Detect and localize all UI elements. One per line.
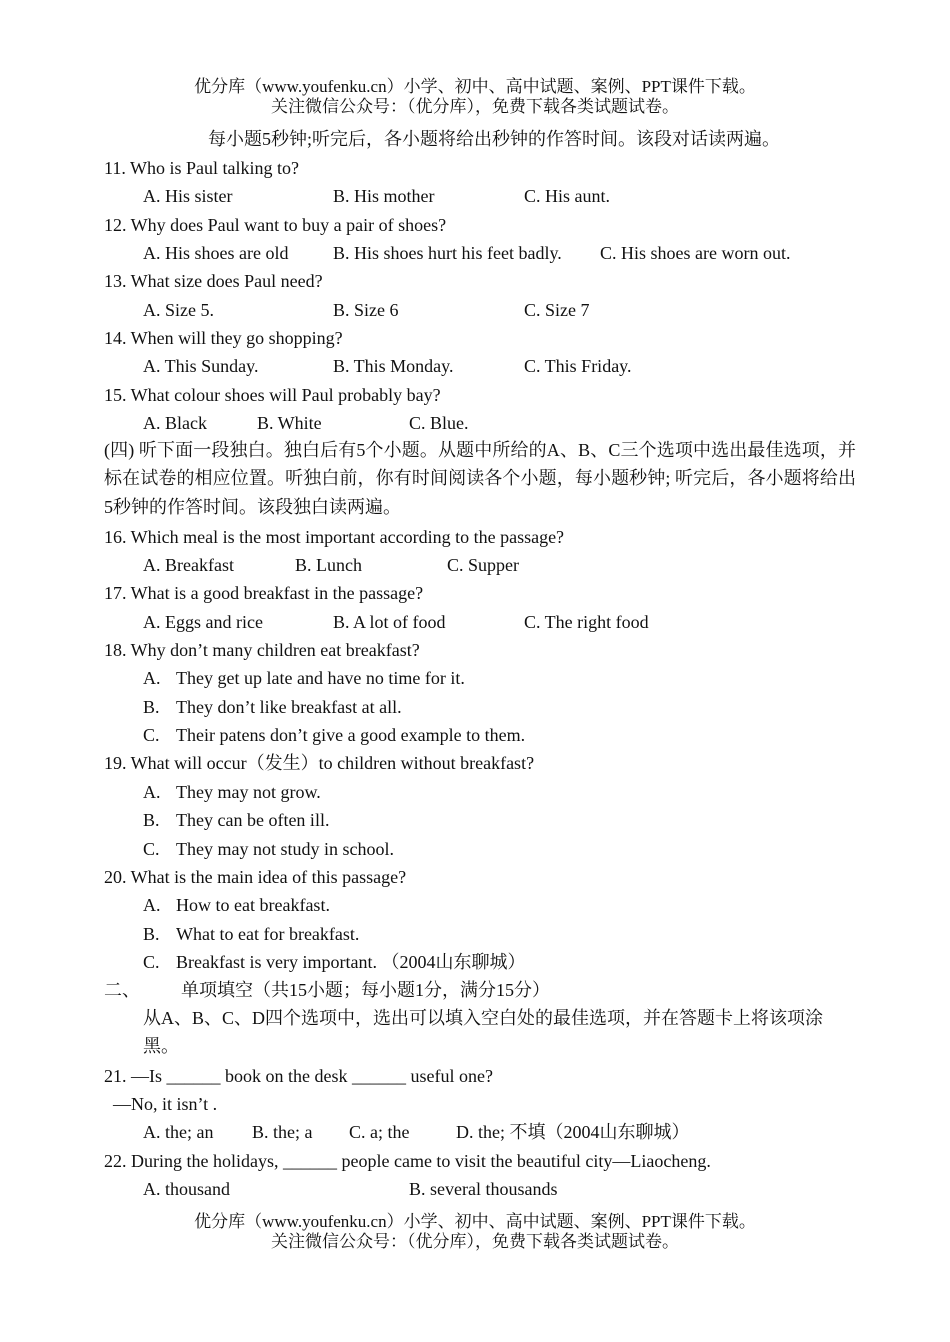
listening-intro: 每小题5秒钟;听完后，各小题将给出秒钟的作答时间。该段对话读两遍。 bbox=[208, 129, 780, 149]
question-22-stem: 22. During the holidays, ______ people came to visit the beautiful city—Liaocheng. bbox=[104, 1151, 711, 1171]
question-22-option-a: A. thousand bbox=[143, 1179, 230, 1199]
question-19-option-a-text: They may not grow. bbox=[176, 782, 321, 802]
question-18-option-b-label: B. bbox=[143, 697, 160, 717]
question-19-option-b-text: They can be often ill. bbox=[176, 810, 330, 830]
part-2-instructions: 从A、B、C、D四个选项中，选出可以填入空白处的最佳选项，并在答题卡上将该项涂黑。 bbox=[143, 1008, 824, 1057]
question-14-option-b: B. This Monday. bbox=[333, 356, 454, 376]
question-19-stem: 19. What will occur（发生）to children without breakfast? bbox=[104, 753, 535, 773]
question-11-option-c: C. His aunt. bbox=[524, 186, 611, 206]
question-21-option-b: B. the; a bbox=[252, 1122, 313, 1142]
question-18-option-a-label: A. bbox=[143, 668, 161, 688]
footer-line-1: 优分库（www.youfenku.cn）小学、初中、高中试题、案例、PPT课件下载。 bbox=[194, 1212, 756, 1231]
question-17-option-b: B. A lot of food bbox=[333, 612, 446, 632]
footer-line-2: 关注微信公众号：（优分库），免费下载各类试题试卷。 bbox=[271, 1232, 679, 1251]
question-20-option-b-text: What to eat for breakfast. bbox=[176, 924, 360, 944]
question-15-option-b: B. White bbox=[257, 413, 322, 433]
question-19-option-b-label: B. bbox=[143, 810, 160, 830]
question-11-option-b: B. His mother bbox=[333, 186, 435, 206]
question-14-stem: 14. When will they go shopping? bbox=[104, 328, 343, 348]
question-18-option-a-text: They get up late and have no time for it. bbox=[176, 668, 465, 688]
question-15-stem: 15. What colour shoes will Paul probably bay? bbox=[104, 385, 441, 405]
question-11-option-a: A. His sister bbox=[143, 186, 233, 206]
question-20-stem: 20. What is the main idea of this passage? bbox=[104, 867, 407, 887]
question-20-option-a-label: A. bbox=[143, 895, 161, 915]
question-16-stem: 16. Which meal is the most important according to the passage? bbox=[104, 527, 565, 547]
question-18-option-b-text: They don’t like breakfast at all. bbox=[176, 697, 402, 717]
question-20-option-c-text: Breakfast is very important. （2004山东聊城） bbox=[176, 952, 526, 972]
header-line-2: 关注微信公众号：（优分库），免费下载各类试题试卷。 bbox=[271, 97, 679, 116]
question-17-option-c: C. The right food bbox=[524, 612, 649, 632]
question-21-option-c: C. a; the bbox=[349, 1122, 410, 1142]
question-12-option-c: C. His shoes are worn out. bbox=[600, 243, 791, 263]
question-21-reply: —No, it isn’t . bbox=[113, 1094, 218, 1114]
question-20-option-a-text: How to eat breakfast. bbox=[176, 895, 330, 915]
question-17-stem: 17. What is a good breakfast in the passage? bbox=[104, 583, 424, 603]
question-13-option-c: C. Size 7 bbox=[524, 300, 590, 320]
question-16-option-b: B. Lunch bbox=[295, 555, 362, 575]
question-18-option-c-text: Their patens don’t give a good example to them. bbox=[176, 725, 526, 745]
part-2-number: 二、 bbox=[104, 980, 140, 1000]
question-20-option-c-label: C. bbox=[143, 952, 160, 972]
question-14-option-c: C. This Friday. bbox=[524, 356, 632, 376]
question-12-stem: 12. Why does Paul want to buy a pair of shoes? bbox=[104, 215, 447, 235]
question-15-option-c: C. Blue. bbox=[409, 413, 469, 433]
question-12-option-b: B. His shoes hurt his feet badly. bbox=[333, 243, 562, 263]
question-20-option-b-label: B. bbox=[143, 924, 160, 944]
question-22-option-b: B. several thousands bbox=[409, 1179, 558, 1199]
part-2-title: 单项填空（共15小题；每小题1分，满分15分） bbox=[181, 980, 550, 1000]
question-21-stem: 21. —Is ______ book on the desk ______ useful one? bbox=[104, 1066, 493, 1086]
header-line-1: 优分库（www.youfenku.cn）小学、初中、高中试题、案例、PPT课件下载。 bbox=[194, 77, 756, 96]
question-21-option-a: A. the; an bbox=[143, 1122, 214, 1142]
question-19-option-c-label: C. bbox=[143, 839, 160, 859]
question-11-stem: 11. Who is Paul talking to? bbox=[104, 158, 299, 178]
question-12-option-a: A. His shoes are old bbox=[143, 243, 289, 263]
question-16-option-a: A. Breakfast bbox=[143, 555, 234, 575]
question-13-option-a: A. Size 5. bbox=[143, 300, 214, 320]
question-13-option-b: B. Size 6 bbox=[333, 300, 399, 320]
question-18-stem: 18. Why don’t many children eat breakfast? bbox=[104, 640, 420, 660]
question-17-option-a: A. Eggs and rice bbox=[143, 612, 263, 632]
question-13-stem: 13. What size does Paul need? bbox=[104, 271, 323, 291]
question-14-option-a: A. This Sunday. bbox=[143, 356, 259, 376]
question-18-option-c-label: C. bbox=[143, 725, 160, 745]
question-15-option-a: A. Black bbox=[143, 413, 207, 433]
question-21-option-d: D. the; 不填（2004山东聊城） bbox=[456, 1122, 690, 1142]
question-19-option-c-text: They may not study in school. bbox=[176, 839, 394, 859]
question-19-option-a-label: A. bbox=[143, 782, 161, 802]
question-16-option-c: C. Supper bbox=[447, 555, 519, 575]
section-4-instructions: (四) 听下面一段独白。独白后有5个小题。从题中所给的A、B、C三个选项中选出最佳选项，并标在试卷的相应位置。听独白前，你有时间阅读各个小题，每小题秒钟; 听完后，各小题将给出5秒钟的作答时间。该段独白读两遍。 bbox=[104, 440, 856, 517]
